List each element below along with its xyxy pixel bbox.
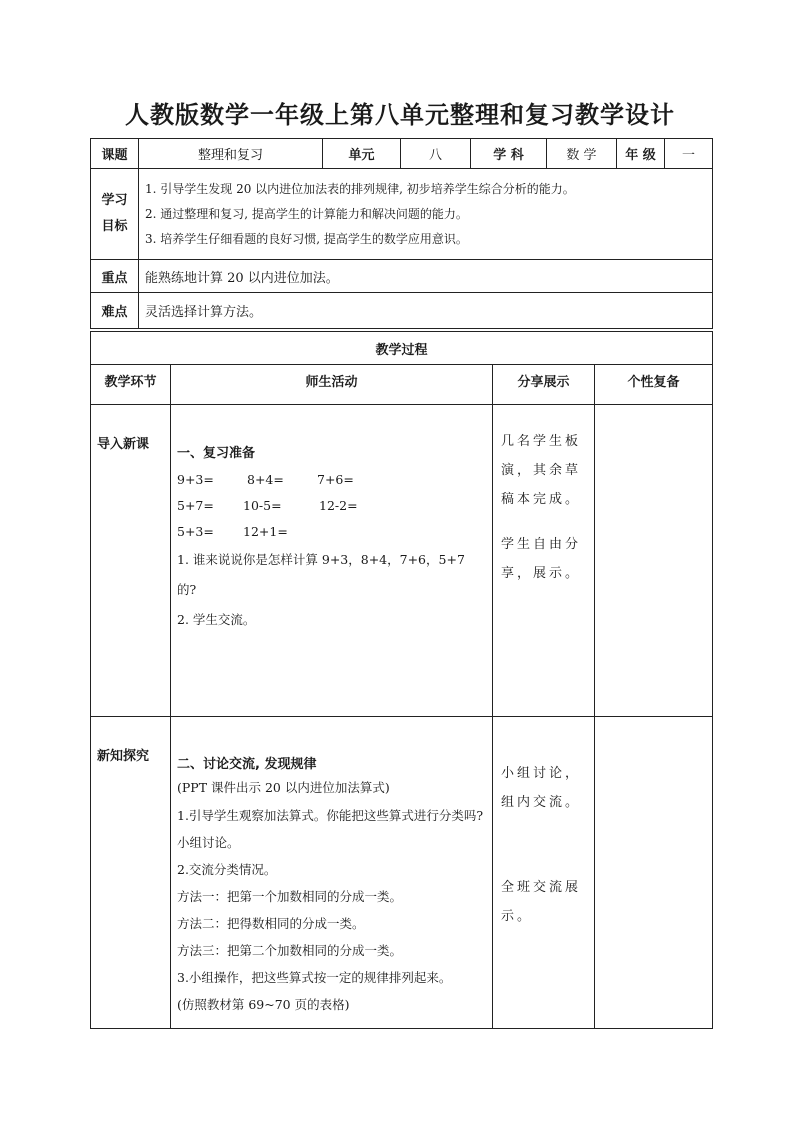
activity-intro bbox=[171, 405, 493, 717]
share-intro bbox=[493, 405, 595, 717]
objective-item: 1. 引导学生发现 20 以内进位加法表的排列规律, 初步培养学生综合分析的能力。 bbox=[145, 181, 575, 196]
stage-explore: 新知探究 bbox=[91, 717, 171, 1029]
grade-label: 年 级 bbox=[617, 139, 665, 169]
objective-item: 2. 通过整理和复习, 提高学生的计算能力和解决问题的能力。 bbox=[145, 206, 468, 221]
activity-line: 1.引导学生观察加法算式。你能把这些算式进行分类吗?小组讨论。 bbox=[177, 808, 484, 850]
share-text: 学生自由分享，展示。 bbox=[501, 537, 582, 581]
calc-item: 10-5= bbox=[243, 498, 282, 513]
calc-item: 8+4= bbox=[247, 472, 284, 487]
calc-item: 7+6= bbox=[317, 472, 354, 487]
col-stage: 教学环节 bbox=[91, 365, 171, 405]
activity-line: 1. 谁来说说你是怎样计算 9+3，8+4，7+6，5+7 的? bbox=[177, 552, 465, 597]
topic-value: 整理和复习 bbox=[139, 139, 323, 169]
difficulty-value: 灵活选择计算方法。 bbox=[139, 293, 713, 329]
calc-row bbox=[177, 519, 486, 545]
subject-value: 数 学 bbox=[547, 139, 617, 169]
activity-line: 方法三：把第二个加数相同的分成一类。 bbox=[177, 943, 403, 958]
activity-line: (仿照教材第 69~70 页的表格) bbox=[177, 997, 350, 1012]
calc-item: 5+3= bbox=[177, 524, 214, 539]
activity-explore bbox=[171, 717, 493, 1029]
calc-row bbox=[177, 467, 486, 493]
calc-item: 12+1= bbox=[243, 524, 288, 539]
activity-line: 方法一：把第一个加数相同的分成一类。 bbox=[177, 889, 403, 904]
document-title: 人教版数学一年级上第八单元整理和复习教学设计 bbox=[125, 100, 675, 129]
process-table bbox=[90, 331, 713, 1029]
activity-line: 2. 学生交流。 bbox=[177, 612, 256, 627]
objectives-label-line-1: 学习 bbox=[101, 193, 128, 208]
calc-item: 9+3= bbox=[177, 472, 214, 487]
section-heading: 一、复习准备 bbox=[177, 446, 256, 461]
objectives-label-line-2: 目标 bbox=[101, 219, 128, 234]
activity-line: 方法二：把得数相同的分成一类。 bbox=[177, 916, 365, 931]
prep-intro bbox=[595, 405, 713, 717]
col-share: 分享展示 bbox=[493, 365, 595, 405]
info-table bbox=[90, 138, 713, 329]
calc-item: 12-2= bbox=[319, 498, 358, 513]
activity-line: 3.小组操作，把这些算式按一定的规律排列起来。 bbox=[177, 970, 452, 985]
topic-label: 课题 bbox=[91, 139, 139, 169]
difficulty-label: 难点 bbox=[91, 293, 139, 329]
calc-row bbox=[177, 493, 486, 519]
activity-line: (PPT 课件出示 20 以内进位加法算式) bbox=[177, 780, 390, 795]
subject-label: 学 科 bbox=[471, 139, 547, 169]
share-text: 全班交流展示。 bbox=[501, 880, 582, 924]
process-title: 教学过程 bbox=[91, 332, 713, 365]
stage-intro: 导入新课 bbox=[91, 405, 171, 717]
section-heading: 二、讨论交流, 发现规律 bbox=[177, 757, 317, 772]
share-text: 几名学生板演，其余草稿本完成。 bbox=[501, 434, 582, 507]
col-prep: 个性复备 bbox=[595, 365, 713, 405]
objective-item: 3. 培养学生仔细看题的良好习惯, 提高学生的数学应用意识。 bbox=[145, 231, 468, 246]
objectives-content bbox=[139, 169, 713, 260]
calc-item: 5+7= bbox=[177, 498, 214, 513]
share-text: 小组讨论，组内交流。 bbox=[501, 766, 582, 810]
share-explore bbox=[493, 717, 595, 1029]
activity-line: 2.交流分类情况。 bbox=[177, 862, 277, 877]
col-activity: 师生活动 bbox=[171, 365, 493, 405]
key-point-label: 重点 bbox=[91, 260, 139, 293]
grade-value: 一 bbox=[665, 139, 713, 169]
unit-label: 单元 bbox=[323, 139, 401, 169]
objectives-label bbox=[91, 169, 139, 260]
prep-explore bbox=[595, 717, 713, 1029]
unit-value: 八 bbox=[401, 139, 471, 169]
key-point-value: 能熟练地计算 20 以内进位加法。 bbox=[139, 260, 713, 293]
